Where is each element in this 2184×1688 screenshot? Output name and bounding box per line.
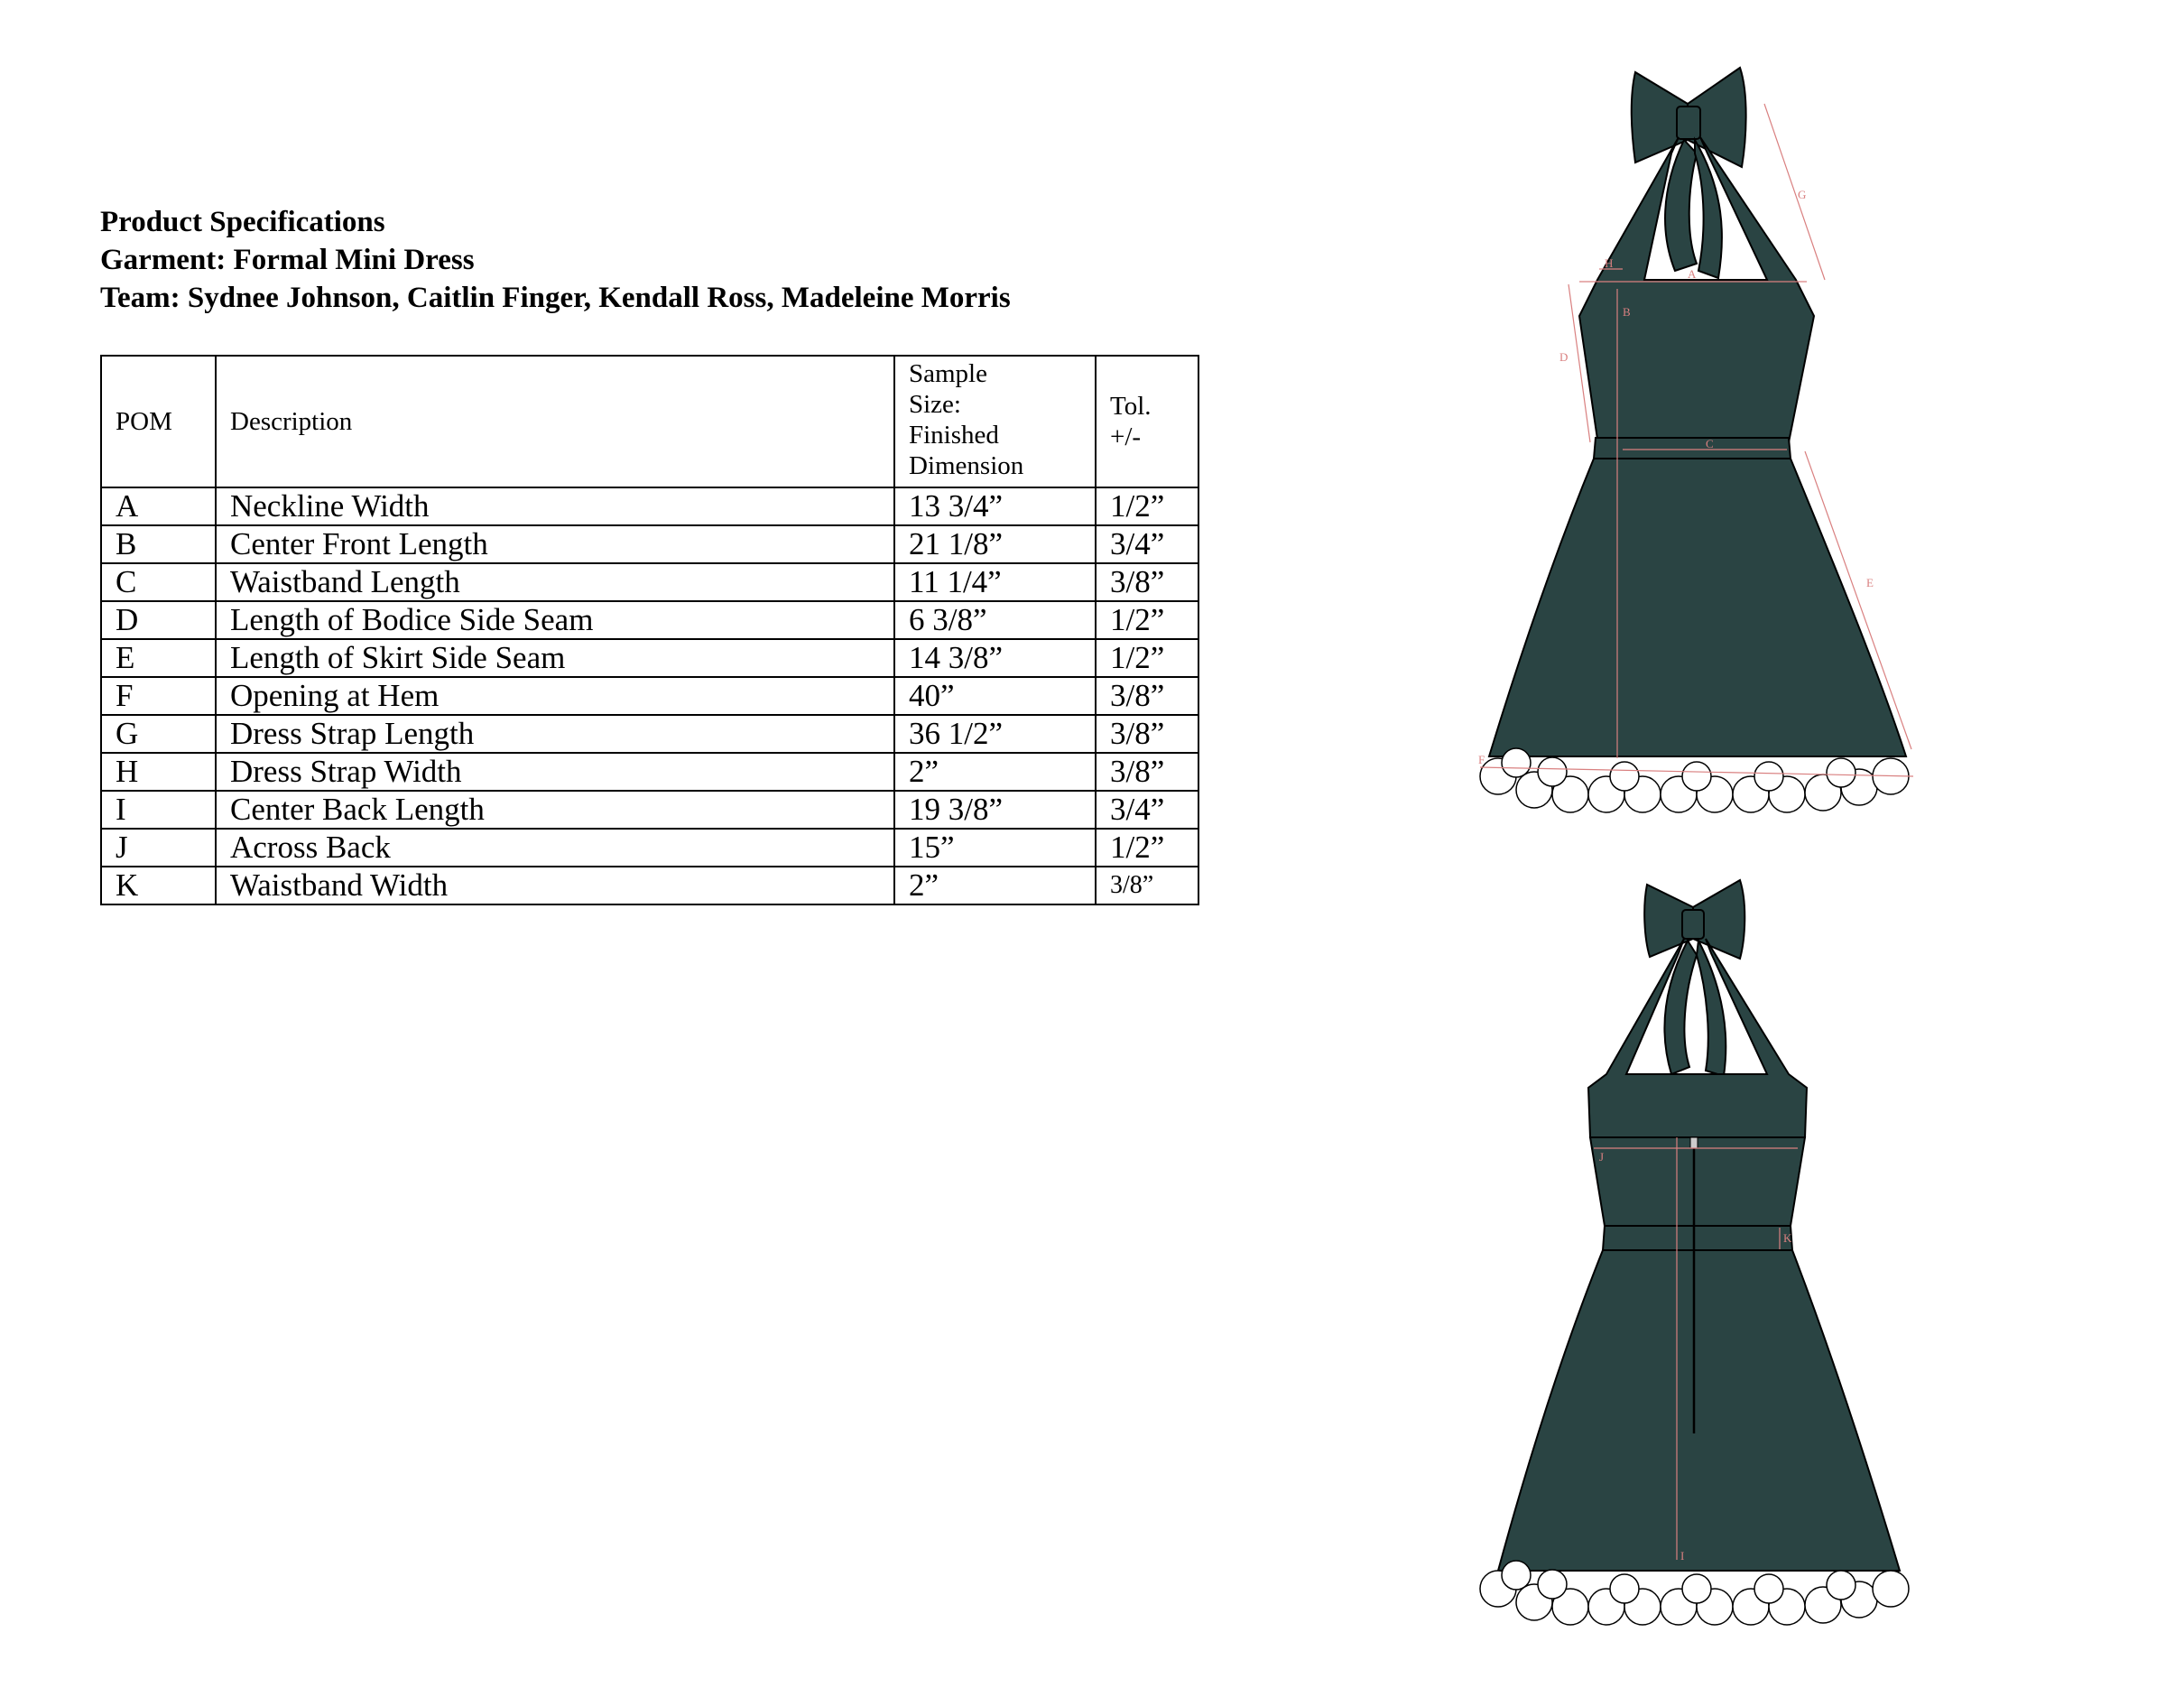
tol-cell: 1/2” [1096, 487, 1198, 525]
label-e: E [1866, 576, 1874, 589]
description-cell: Length of Bodice Side Seam [216, 601, 894, 639]
table-row [101, 525, 1198, 563]
label-h: H [1605, 256, 1614, 270]
description-cell: Dress Strap Length [216, 715, 894, 753]
tol-cell: 3/8” [1096, 867, 1198, 904]
sample-cell: 21 1/8” [894, 525, 1096, 563]
sample-cell: 40” [894, 677, 1096, 715]
pom-cell: G [101, 715, 216, 753]
label-c: C [1706, 437, 1714, 450]
description-cell: Neckline Width [216, 487, 894, 525]
description-cell: Across Back [216, 829, 894, 867]
table-row [101, 601, 1198, 639]
sample-cell: 36 1/2” [894, 715, 1096, 753]
tol-cell: 1/2” [1096, 639, 1198, 677]
header-sample-size-text: Sample Size: Finished Dimension [909, 359, 1024, 480]
header-description: Description [216, 356, 894, 487]
header-pom: POM [101, 356, 216, 487]
pom-cell: E [101, 639, 216, 677]
label-k: K [1783, 1231, 1792, 1245]
label-j: J [1599, 1150, 1605, 1164]
pom-cell: B [101, 525, 216, 563]
table-row [101, 753, 1198, 791]
label-f: F [1478, 753, 1485, 766]
pom-cell: K [101, 867, 216, 904]
table-row [101, 791, 1198, 829]
garment-line: Garment: Formal Mini Dress [100, 244, 475, 276]
tol-cell: 3/4” [1096, 791, 1198, 829]
sample-cell: 13 3/4” [894, 487, 1096, 525]
pom-cell: A [101, 487, 216, 525]
pom-cell: D [101, 601, 216, 639]
header-tolerance-text: Tol. +/- [1110, 392, 1152, 451]
description-cell: Dress Strap Width [216, 753, 894, 791]
label-d: D [1559, 350, 1569, 364]
description-cell: Waistband Length [216, 563, 894, 601]
tol-cell: 3/8” [1096, 715, 1198, 753]
pom-cell: I [101, 791, 216, 829]
table-row [101, 677, 1198, 715]
label-g: G [1798, 188, 1807, 201]
header-sample-size [894, 356, 1096, 487]
pom-cell: F [101, 677, 216, 715]
header-tolerance [1096, 356, 1198, 487]
description-cell: Center Front Length [216, 525, 894, 563]
sample-cell: 15” [894, 829, 1096, 867]
table-row [101, 563, 1198, 601]
team-line: Team: Sydnee Johnson, Caitlin Finger, Kendall Ross, Madeleine Morris [100, 282, 1011, 314]
tol-cell: 3/8” [1096, 677, 1198, 715]
description-cell: Opening at Hem [216, 677, 894, 715]
spec-header [100, 203, 1011, 317]
table-row [101, 639, 1198, 677]
tol-cell: 3/4” [1096, 525, 1198, 563]
sample-cell: 2” [894, 753, 1096, 791]
front-dress-sketch [1390, 54, 1985, 839]
tol-cell: 3/8” [1096, 753, 1198, 791]
sample-cell: 2” [894, 867, 1096, 904]
label-a: A [1688, 267, 1697, 281]
back-dress-sketch [1390, 867, 1985, 1652]
tol-cell: 3/8” [1096, 563, 1198, 601]
table-row [101, 867, 1198, 904]
label-i: I [1680, 1549, 1685, 1563]
pom-cell: J [101, 829, 216, 867]
description-cell: Length of Skirt Side Seam [216, 639, 894, 677]
sample-cell: 19 3/8” [894, 791, 1096, 829]
front-rose-hem [1480, 748, 1909, 812]
spec-table [100, 355, 1199, 905]
table-row [101, 829, 1198, 867]
page-title: Product Specifications [100, 206, 385, 238]
table-row [101, 487, 1198, 525]
description-cell: Center Back Length [216, 791, 894, 829]
tol-cell: 1/2” [1096, 829, 1198, 867]
zipper-pull-icon [1690, 1137, 1698, 1148]
front-dress-body [1489, 68, 1906, 756]
table-row [101, 715, 1198, 753]
sample-cell: 14 3/8” [894, 639, 1096, 677]
table-header-row [101, 356, 1198, 487]
description-cell: Waistband Width [216, 867, 894, 904]
sample-cell: 11 1/4” [894, 563, 1096, 601]
back-dress-body [1498, 880, 1900, 1571]
tol-cell: 1/2” [1096, 601, 1198, 639]
pom-cell: H [101, 753, 216, 791]
label-b: B [1623, 305, 1631, 319]
pom-cell: C [101, 563, 216, 601]
sample-cell: 6 3/8” [894, 601, 1096, 639]
